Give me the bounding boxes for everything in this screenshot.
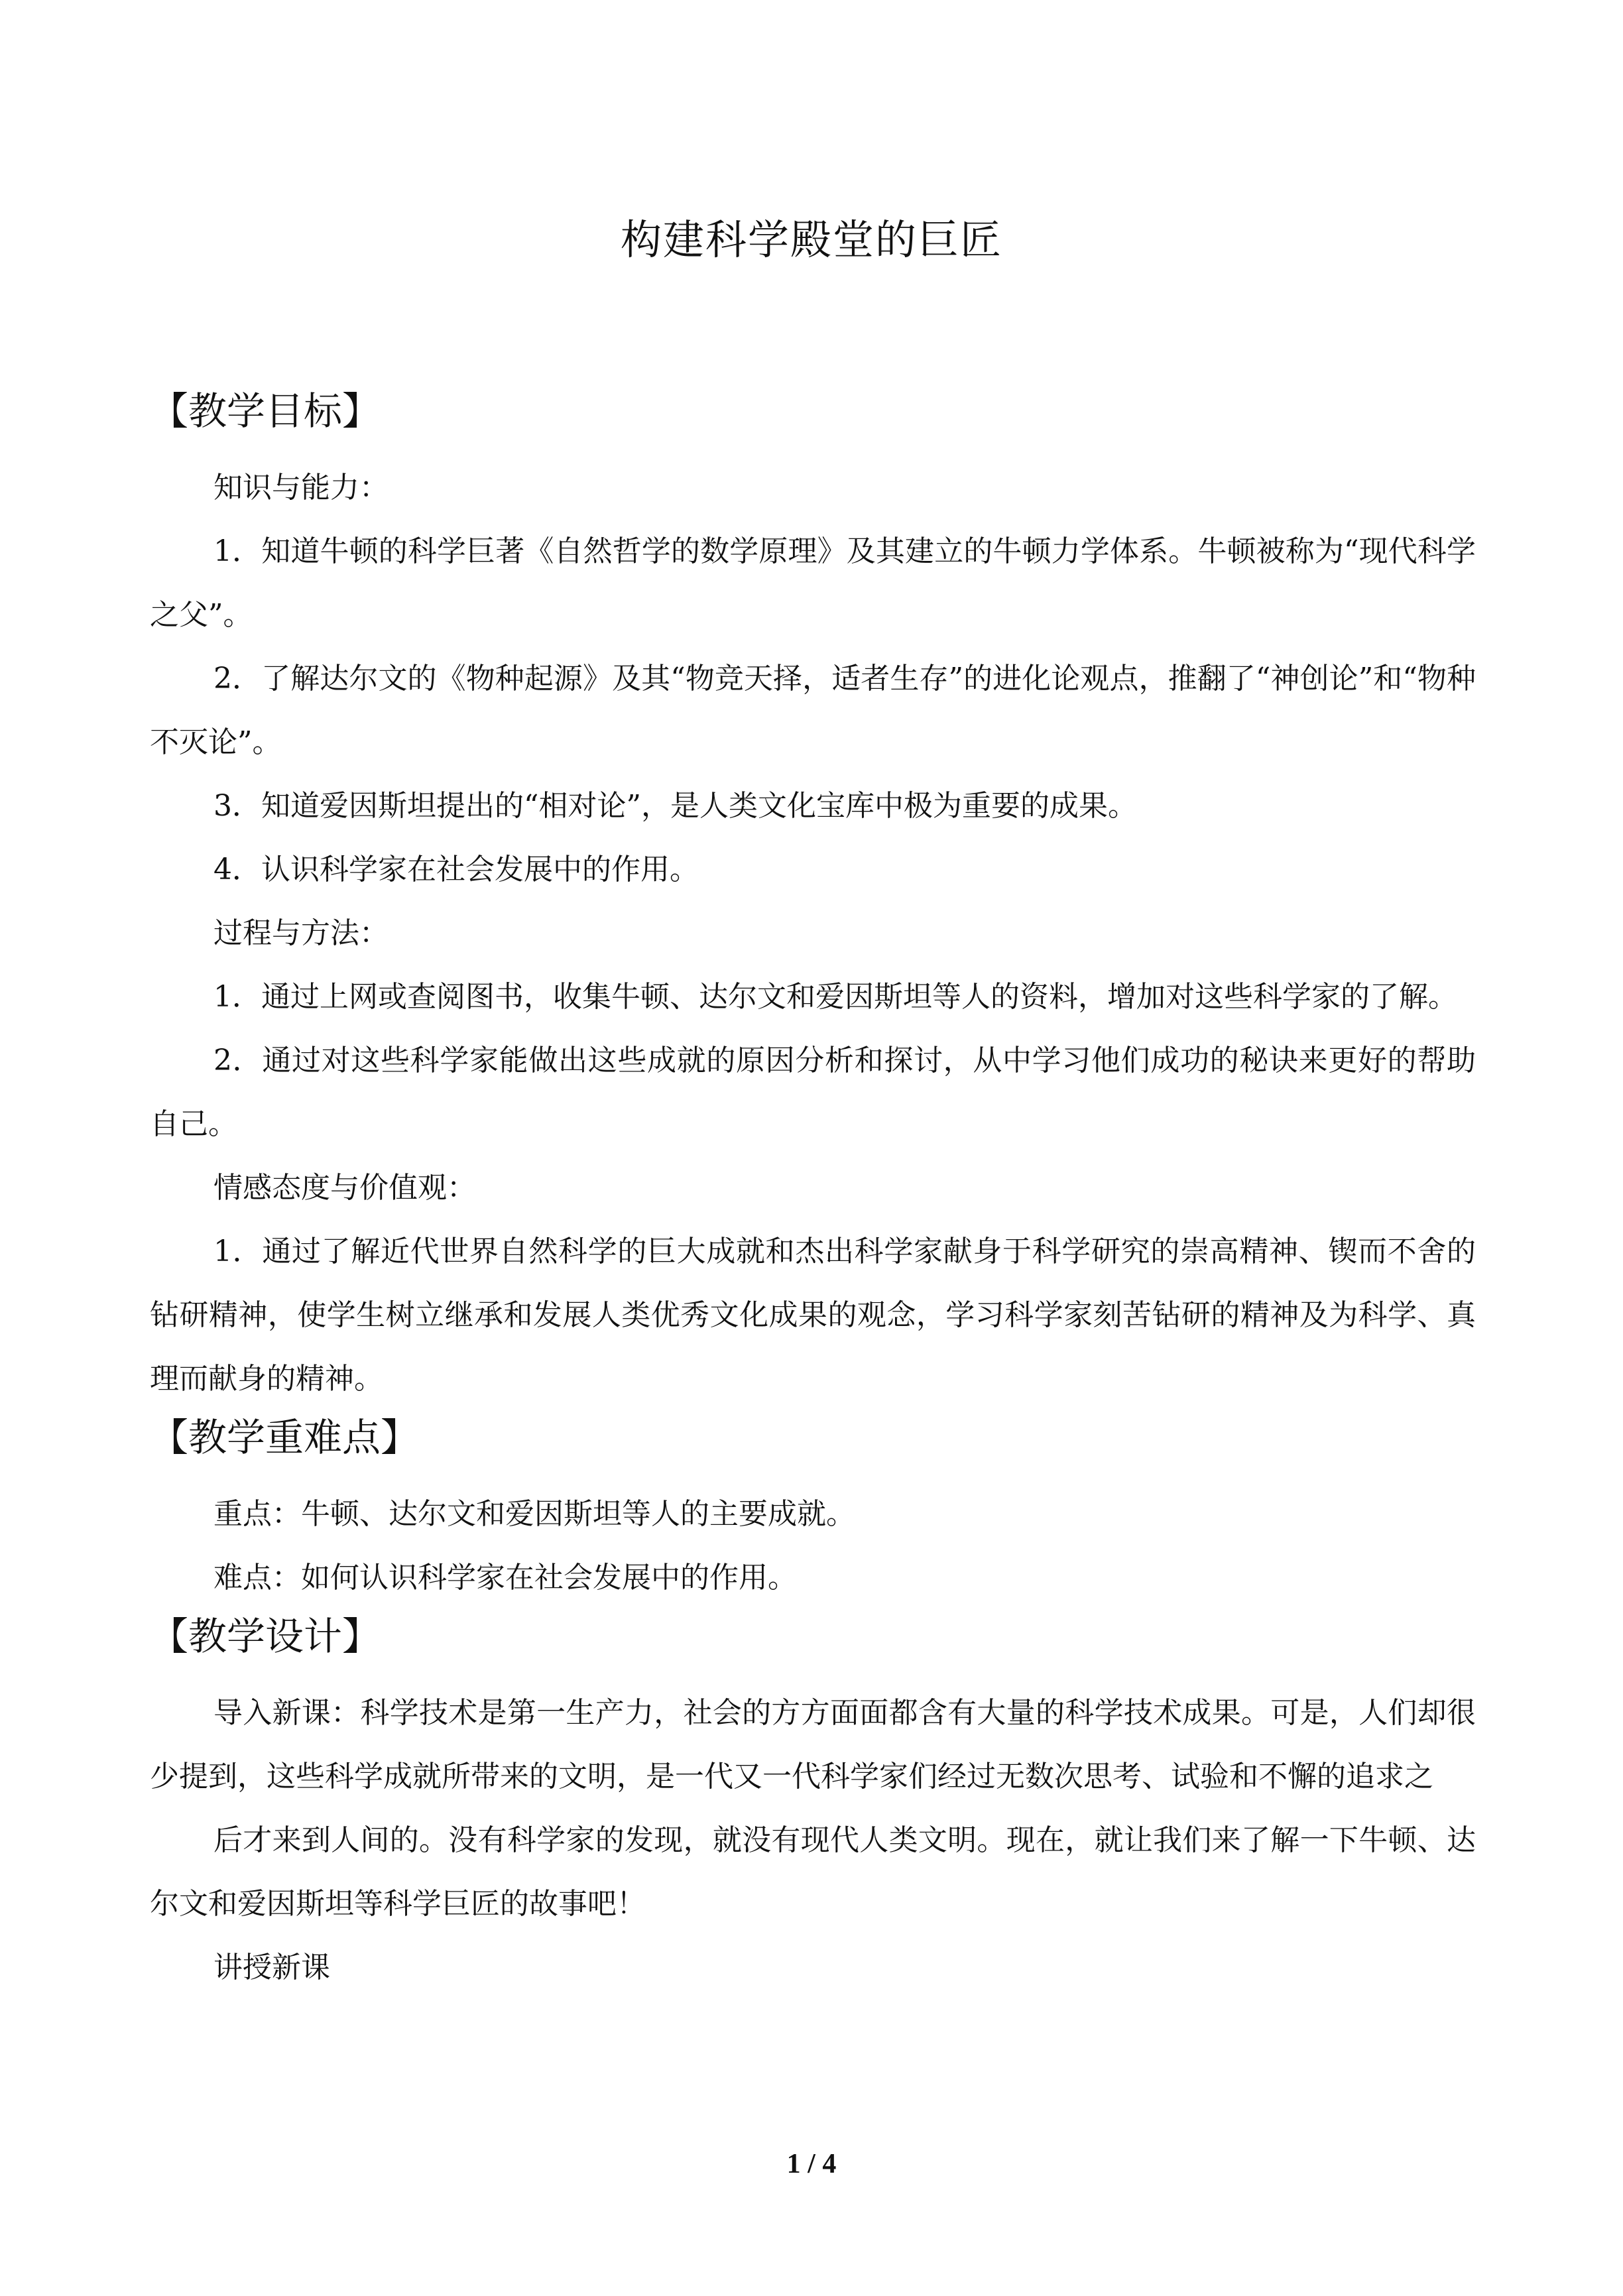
heading-teaching-objectives: 【教学目标】 (150, 389, 381, 434)
knowledge-item-4: 4．认识科学家在社会发展中的作用。 (213, 853, 699, 886)
knowledge-item-3: 3．知道爱因斯坦提出的“相对论”，是人类文化宝库中极为重要的成果。 (213, 789, 1137, 823)
document-body (150, 385, 1476, 2000)
design-new-lesson-label: 讲授新课 (213, 1951, 330, 1984)
emotion-item-1: 1．通过了解近代世界自然科学的巨大成就和杰出科学家献身于科学研究的崇高精神、锲而不舍的钻研精神，使学生树立继承和发展人类优秀文化成果的观念，学习科学家刻苦钻研的精神及为科学、真理而献身的精神。 (150, 1235, 1476, 1396)
document-title: 构建科学殿堂的巨匠 (620, 215, 1002, 264)
process-item-2: 2．通过对这些科学家能做出这些成就的原因分析和探讨，从中学习他们成功的秘诀来更好的帮助自己。 (150, 1044, 1476, 1141)
knowledge-item-2: 2．了解达尔文的《物种起源》及其“物竞天择，适者生存”的进化论观点，推翻了“神创论”和“物种不灭论”。 (150, 662, 1476, 759)
key-point-focus: 重点：牛顿、达尔文和爱因斯坦等人的主要成就。 (213, 1497, 855, 1531)
design-intro-paragraph-2: 后才来到人间的。没有科学家的发现，就没有现代人类文明。现在，就让我们来了解一下牛顿、达尔文和爱因斯坦等科学巨匠的故事吧！ (150, 1823, 1476, 1921)
key-point-difficulty: 难点：如何认识科学家在社会发展中的作用。 (213, 1561, 797, 1595)
label-knowledge-ability: 知识与能力： (213, 471, 389, 505)
heading-key-difficult-points: 【教学重难点】 (150, 1415, 420, 1460)
page-number: 1 / 4 (786, 2149, 837, 2179)
label-emotion-values: 情感态度与价值观： (213, 1171, 476, 1205)
knowledge-item-1: 1．知道牛顿的科学巨著《自然哲学的数学原理》及其建立的牛顿力学体系。牛顿被称为“现代科学之父”。 (150, 534, 1476, 632)
process-item-1: 1．通过上网或查阅图书，收集牛顿、达尔文和爱因斯坦等人的资料，增加对这些科学家的了解。 (213, 980, 1457, 1014)
heading-teaching-design: 【教学设计】 (150, 1614, 381, 1659)
label-process-method: 过程与方法： (213, 916, 389, 950)
design-intro-paragraph-1: 导入新课：科学技术是第一生产力，社会的方方面面都含有大量的科学技术成果。可是，人们却很少提到，这些科学成就所带来的文明，是一代又一代科学家们经过无数次思考、试验和不懈的追求之 (150, 1696, 1476, 1793)
